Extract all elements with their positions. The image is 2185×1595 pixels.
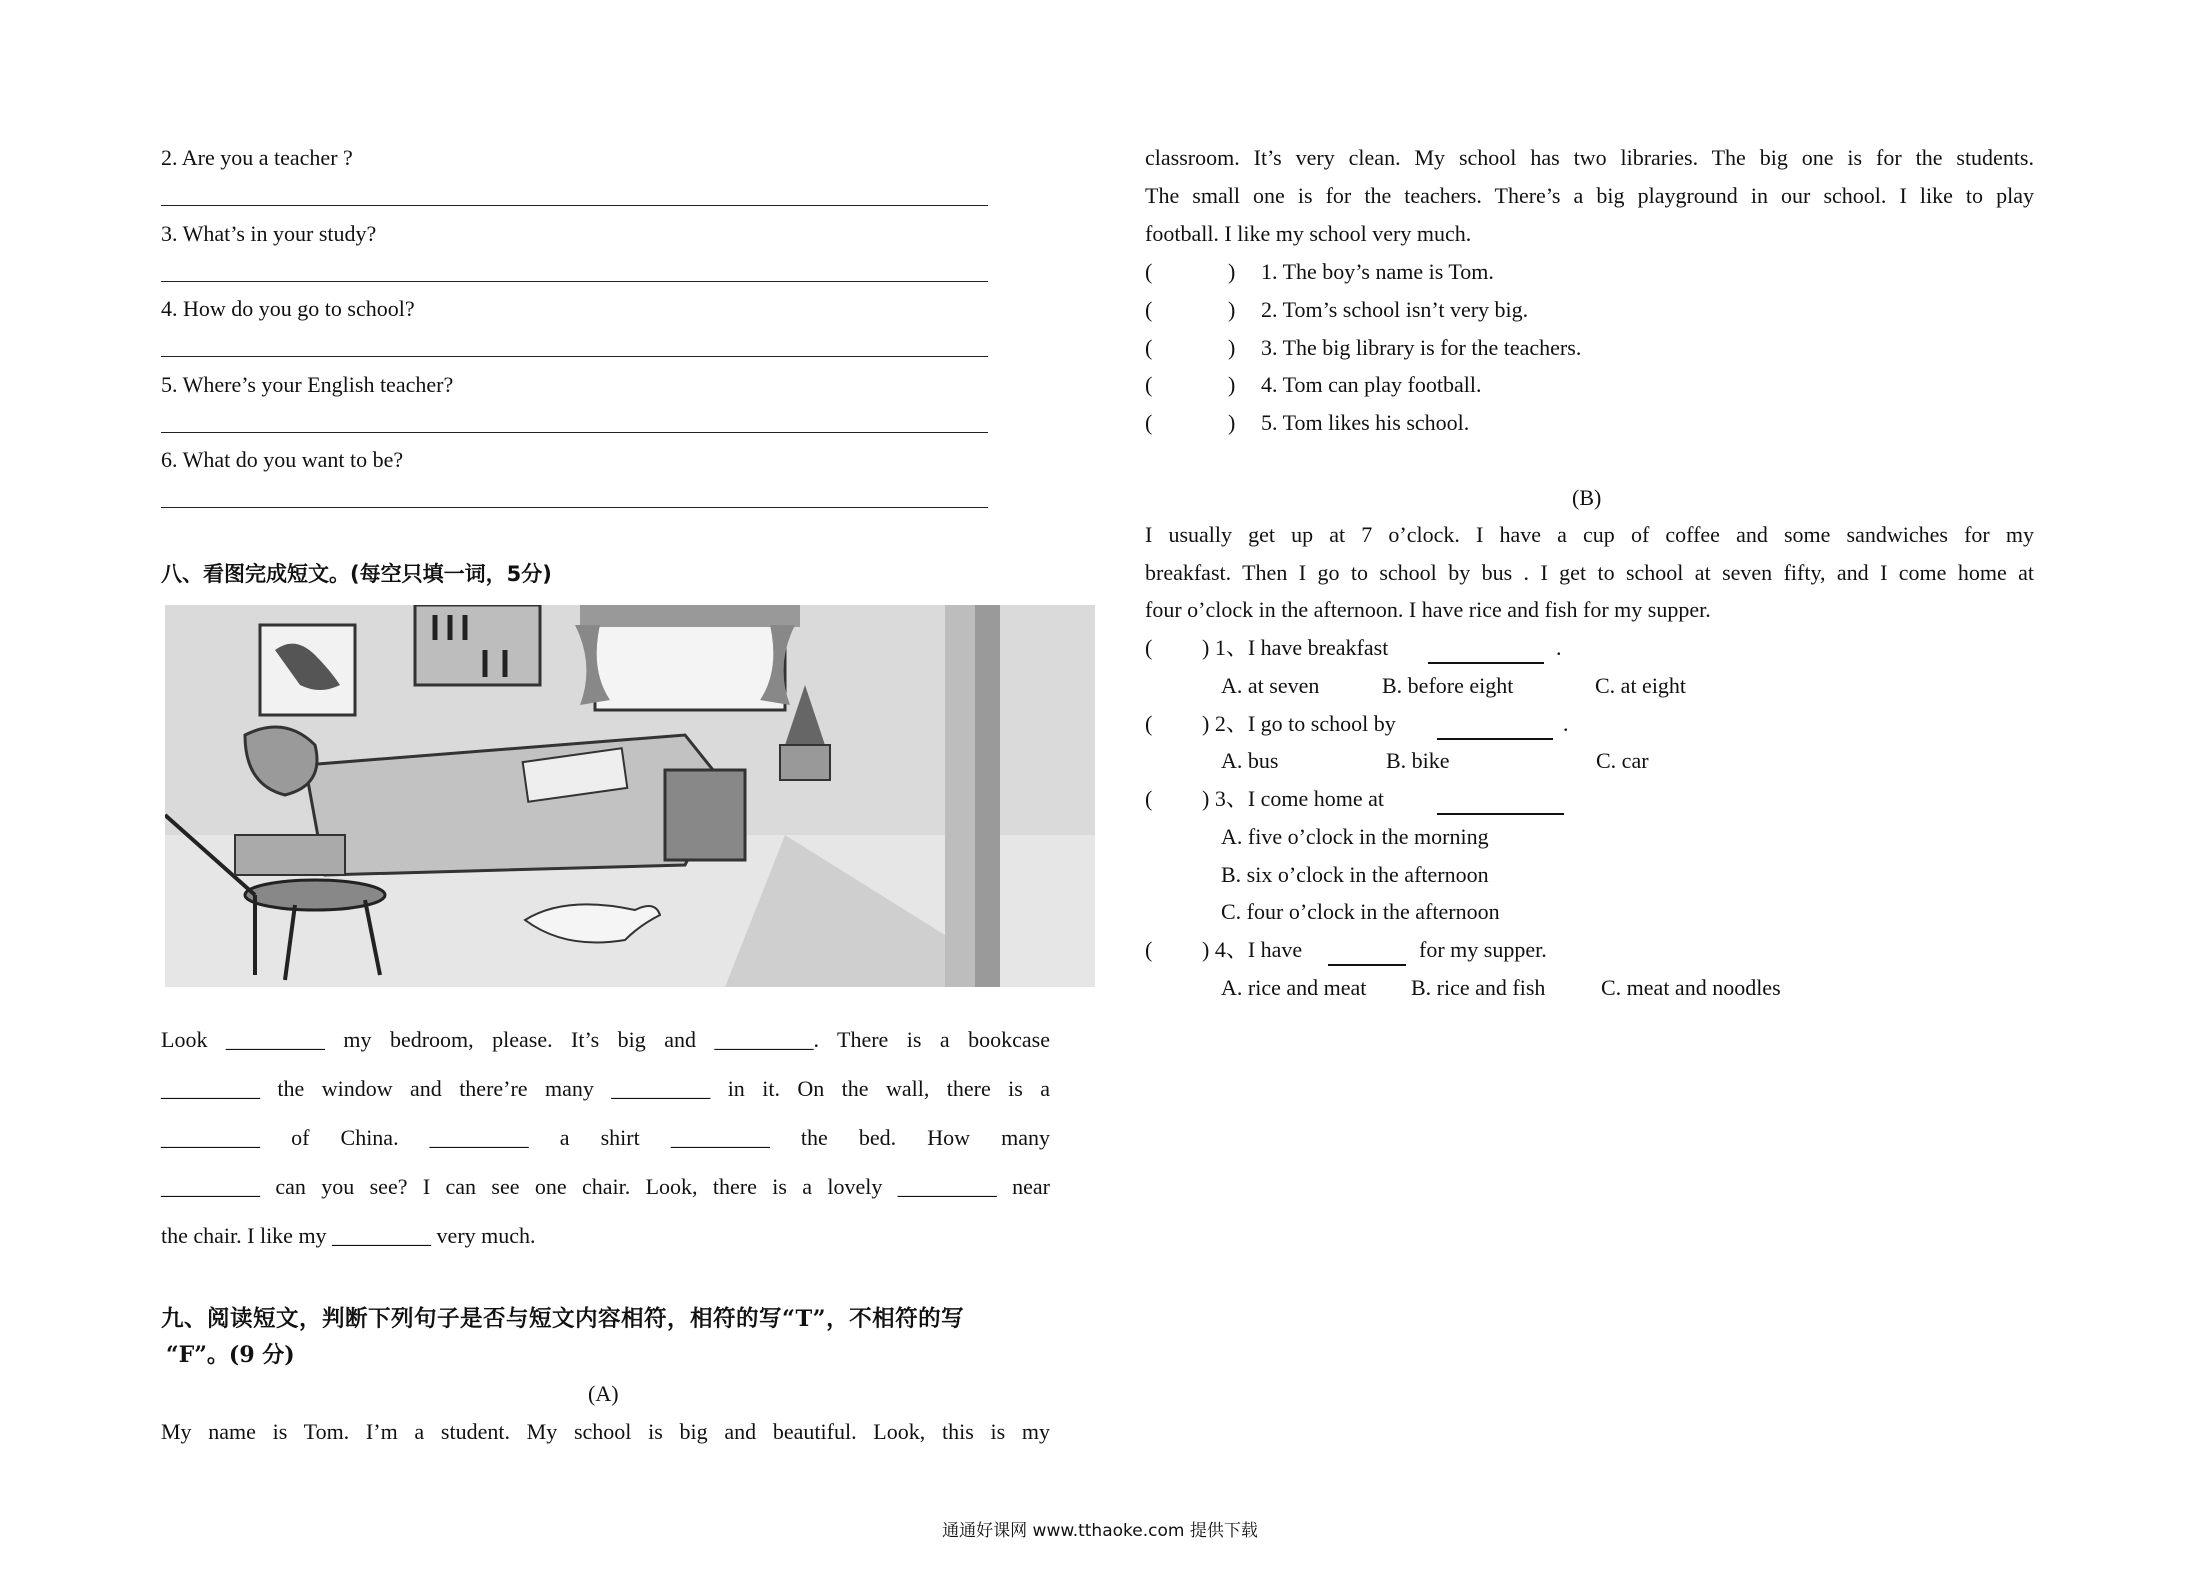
question-3: 3. What’s in your study?: [161, 221, 377, 246]
tf-item: 3. The big library is for the teachers.: [1261, 335, 1582, 360]
tf-close-paren: ): [1228, 372, 1236, 397]
question-4: 4. How do you go to school?: [161, 296, 415, 321]
question-2: 2. Are you a teacher ?: [161, 145, 353, 170]
answer-line: [161, 356, 988, 357]
cloze-line: _________ of China. _________ a shirt _________ the bed. How many: [161, 1125, 1050, 1150]
mc-option: C. meat and noodles: [1601, 975, 1781, 1000]
cloze-line: _________ the window and there’re many _________ in it. On the wall, there is a: [161, 1076, 1050, 1101]
tf-open-paren: (: [1145, 335, 1153, 360]
answer-blank: [1437, 791, 1564, 815]
answer-line: [161, 432, 988, 433]
answer-blank: [1328, 942, 1406, 966]
answer-blank: [1428, 640, 1544, 664]
mc-option: A. five o’clock in the morning: [1221, 824, 1489, 849]
answer-line: [161, 205, 988, 206]
mc-open-paren: (: [1145, 937, 1153, 962]
question-6: 6. What do you want to be?: [161, 447, 404, 472]
passage-b-line: four o’clock in the afternoon. I have rice and fish for my supper.: [1145, 597, 1711, 622]
section-9-heading: 九、阅读短文，判断下列句子是否与短文内容相符，相符的写“T”，不相符的写: [161, 1306, 965, 1332]
tf-item: 1. The boy’s name is Tom.: [1261, 259, 1494, 284]
tf-close-paren: ): [1228, 410, 1236, 435]
mc-open-paren: (: [1145, 786, 1153, 811]
mc-option: B. six o’clock in the afternoon: [1221, 862, 1489, 887]
passage-b-line: I usually get up at 7 o’clock. I have a cup of coffee and some sandwiches for my: [1145, 522, 2034, 547]
mc-stem: ) 1、I have breakfast: [1202, 635, 1389, 660]
bedroom-illustration: [165, 605, 1095, 987]
cloze-line: _________ can you see? I can see one chair. Look, there is a lovely _________ near: [161, 1174, 1050, 1199]
section-9-heading-cont: “F”。(9 分): [166, 1342, 295, 1368]
mc-stem: ) 3、I come home at: [1202, 786, 1385, 811]
tf-close-paren: ): [1228, 335, 1236, 360]
mc-stem-end: for my supper.: [1419, 937, 1547, 962]
mc-open-paren: (: [1145, 711, 1153, 736]
tf-open-paren: (: [1145, 297, 1153, 322]
mc-stem-end: .: [1556, 635, 1562, 660]
passage-a-label: (A): [588, 1381, 619, 1406]
mc-stem: ) 2、I go to school by: [1202, 711, 1396, 736]
mc-option: B. bike: [1386, 748, 1450, 773]
mc-option: A. at seven: [1221, 673, 1320, 698]
mc-option: C. four o’clock in the afternoon: [1221, 899, 1500, 924]
mc-option: C. at eight: [1595, 673, 1687, 698]
question-5: 5. Where’s your English teacher?: [161, 372, 454, 397]
tf-close-paren: ): [1228, 297, 1236, 322]
tf-open-paren: (: [1145, 259, 1153, 284]
passage-b-label: (B): [1572, 485, 1602, 510]
tf-item: 4. Tom can play football.: [1261, 372, 1482, 397]
mc-option: B. before eight: [1382, 673, 1514, 698]
tf-close-paren: ): [1228, 259, 1236, 284]
mc-stem-end: .: [1563, 711, 1569, 736]
section-8-heading: 八、看图完成短文。(每空只填一词，5分): [161, 562, 552, 586]
mc-option: A. bus: [1221, 748, 1279, 773]
mc-option: C. car: [1596, 748, 1649, 773]
answer-line: [161, 507, 988, 508]
passage-a-line: football. I like my school very much.: [1145, 221, 1472, 246]
passage-b-line: breakfast. Then I go to school by bus . I get to school at seven fifty, and I come home at: [1145, 560, 2034, 585]
answer-line: [161, 281, 988, 282]
tf-item: 5. Tom likes his school.: [1261, 410, 1470, 435]
mc-option: A. rice and meat: [1221, 975, 1367, 1000]
passage-a-line: classroom. It’s very clean. My school has two libraries. The big one is for the students.: [1145, 145, 2034, 170]
tf-item: 2. Tom’s school isn’t very big.: [1261, 297, 1529, 322]
passage-a-line: The small one is for the teachers. There’s a big playground in our school. I like to play: [1145, 183, 2034, 208]
mc-option: B. rice and fish: [1411, 975, 1546, 1000]
passage-a-line: My name is Tom. I’m a student. My school is big and beautiful. Look, this is my: [161, 1419, 1050, 1444]
footer-watermark: 通通好课网 www.tthaoke.com 提供下载: [942, 1521, 1258, 1541]
tf-open-paren: (: [1145, 372, 1153, 397]
mc-stem: ) 4、I have: [1202, 937, 1303, 962]
cloze-line: Look _________ my bedroom, please. It’s big and _________. There is a bookcase: [161, 1027, 1050, 1052]
tf-open-paren: (: [1145, 410, 1153, 435]
mc-open-paren: (: [1145, 635, 1153, 660]
cloze-line: the chair. I like my _________ very much.: [161, 1223, 536, 1248]
answer-blank: [1437, 716, 1553, 740]
